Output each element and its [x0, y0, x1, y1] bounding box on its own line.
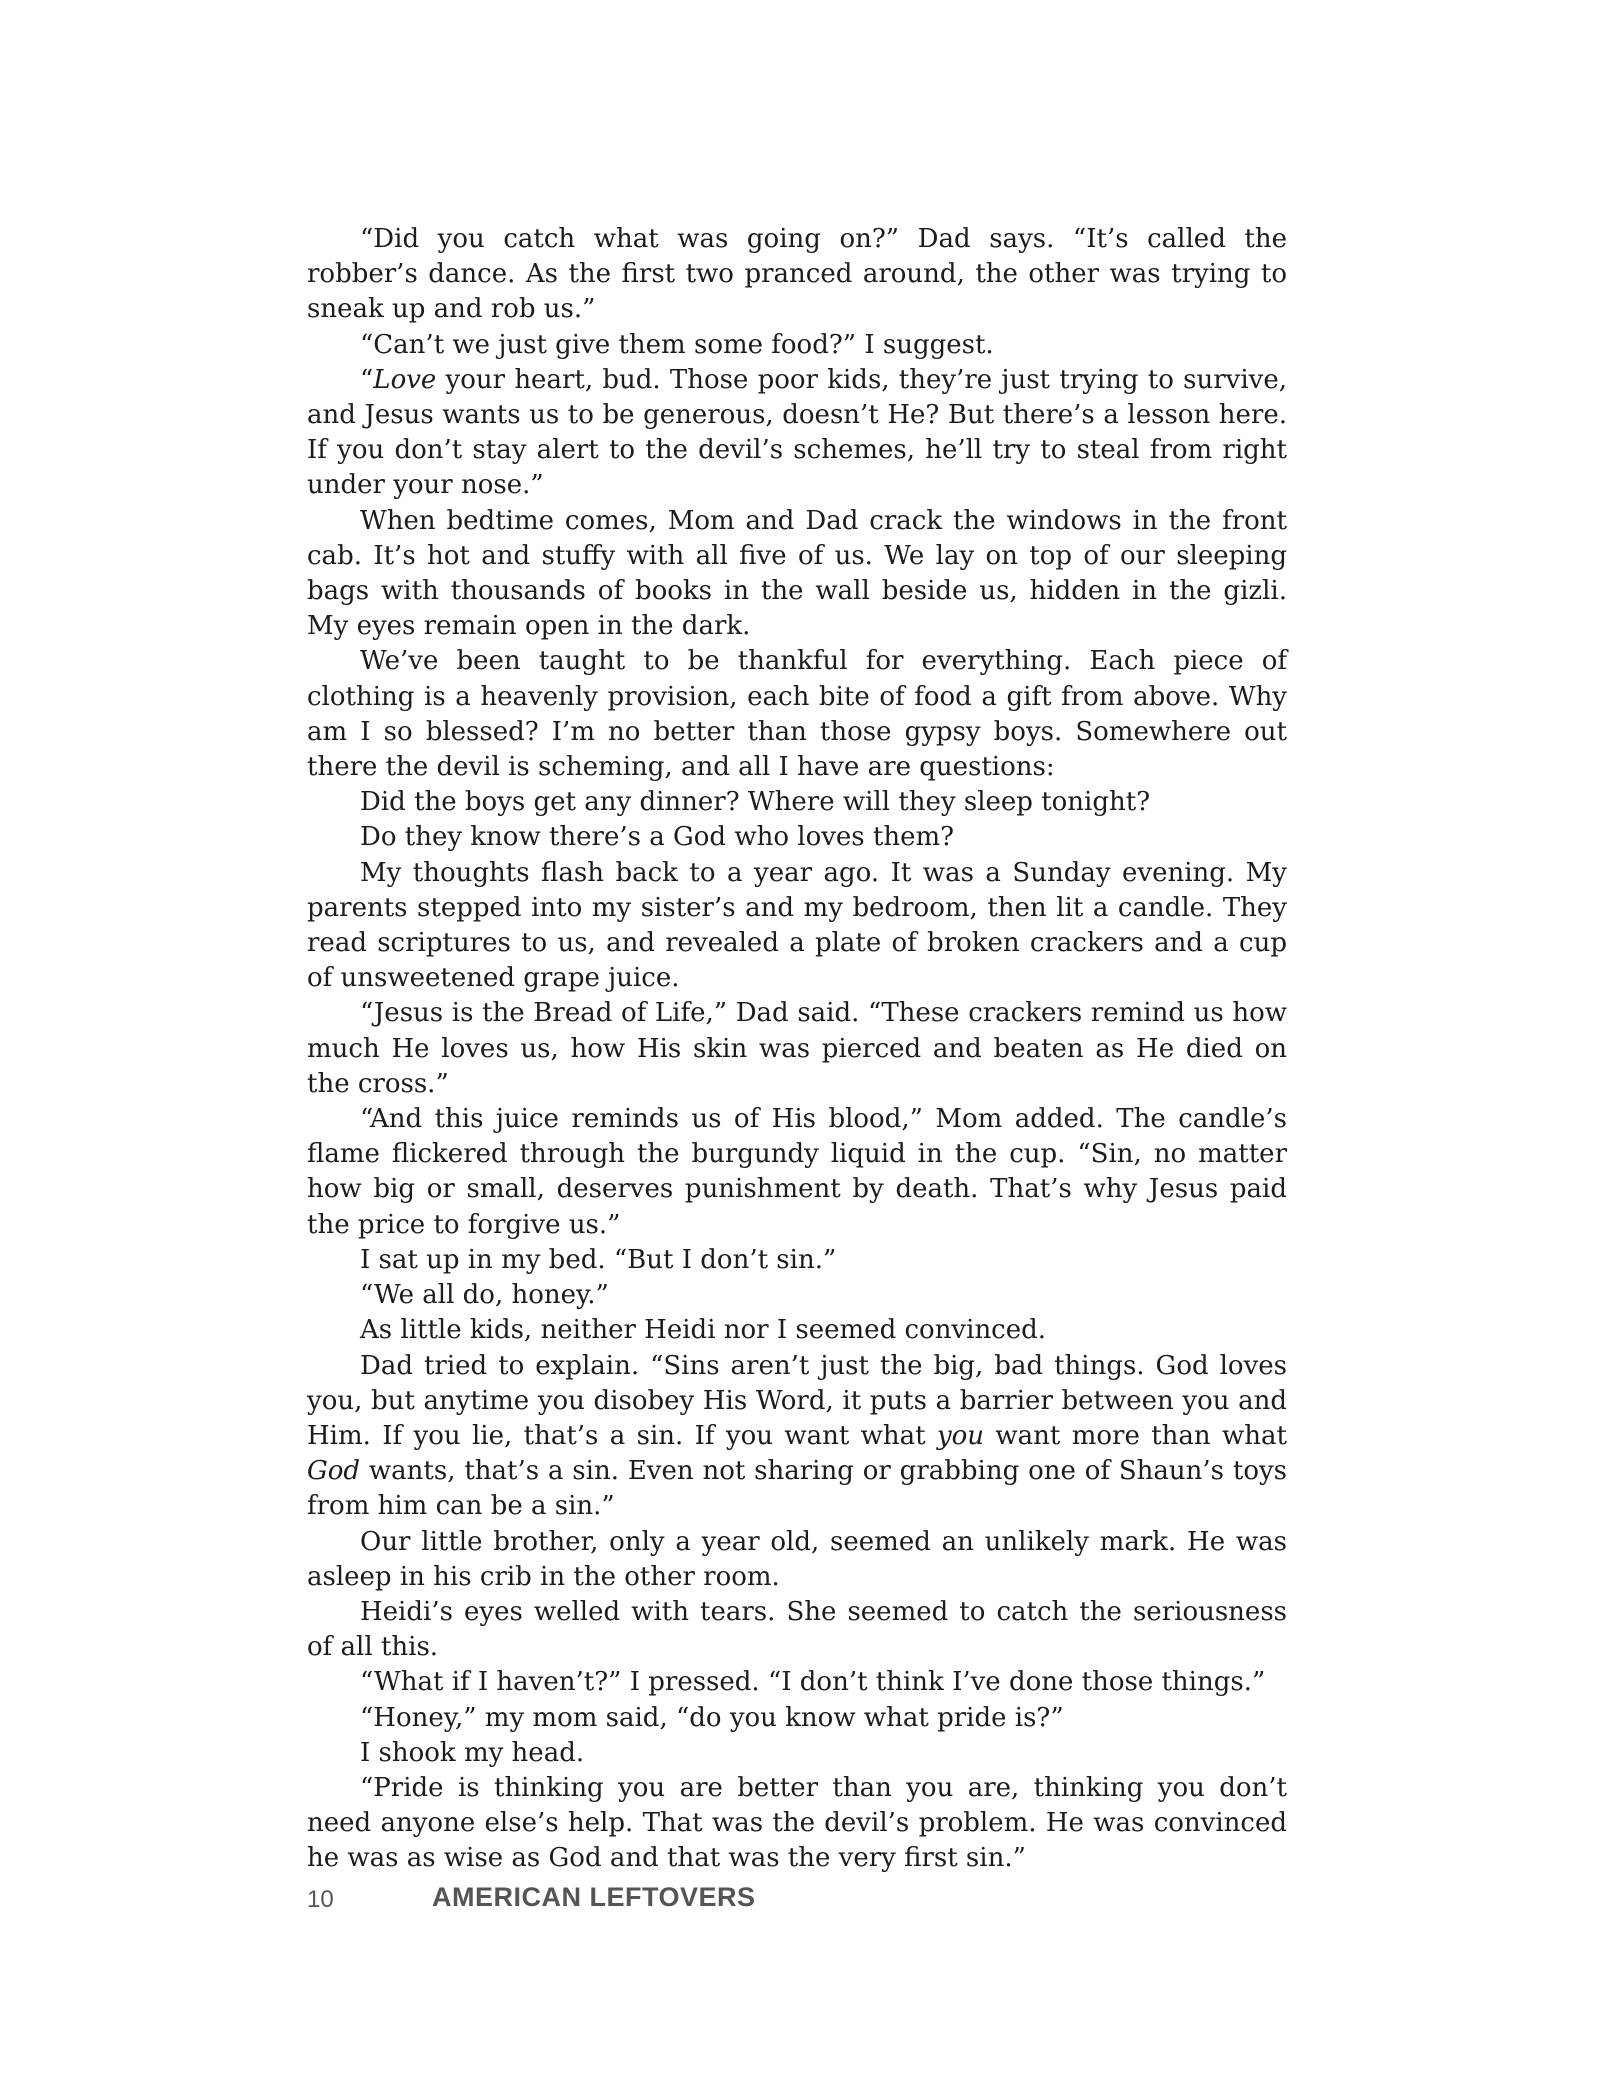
text-run: “	[360, 364, 374, 395]
italic-text: God	[307, 1456, 361, 1487]
text-run: Did the boys get any dinner? Where will they sleep tonight?	[360, 787, 1151, 818]
paragraph	[307, 1278, 1287, 1313]
paragraph	[307, 1665, 1287, 1700]
text-run: Heidi’s eyes welled with tears. She seemed to catch the seriousness of all this.	[307, 1596, 1287, 1663]
text-run: “Honey,” my mom said, “do you know what pride is?”	[360, 1702, 1064, 1733]
text-run: “And this juice reminds us of His blood,” Mom added. The candle’s flame flickered through the burgundy liquid in the cup. “Sin, no matter how big or small, deserves punishment by death. That’s why Jesus paid the price to forgive us.”	[307, 1104, 1287, 1240]
paragraph	[307, 1313, 1287, 1348]
paragraph	[307, 820, 1287, 855]
paragraph	[307, 1243, 1287, 1278]
body-text	[307, 222, 1287, 1877]
text-run: “Can’t we just give them some food?” I suggest.	[360, 329, 994, 360]
text-run: wants, that’s a sin. Even not sharing or grabbing one of Shaun’s toys from him can be a sin.”	[307, 1456, 1287, 1522]
paragraph	[307, 1771, 1287, 1877]
paragraph	[307, 363, 1287, 504]
page-number: 10	[307, 1886, 334, 1913]
paragraph	[307, 1701, 1287, 1736]
text-run: Dad tried to explain. “Sins aren’t just the big, bad things. God loves you, but anytime you disobey His Word, it puts a barrier between you and Him. If you lie, that’s a sin. If you want what	[307, 1350, 1287, 1451]
italic-text: you	[936, 1420, 985, 1451]
text-run: My thoughts flash back to a year ago. It was a Sunday evening. My parents stepped into my sister’s and my bedroom, then lit a candle. They read scriptures to us, and revealed a plate of broken crackers and a cup of unsweetened grape juice.	[307, 857, 1287, 994]
paragraph	[307, 856, 1287, 997]
text-run: “Did you catch what was going on?” Dad says. “It’s called the robber’s dance. As the first two pranced around, the other was trying to sneak up and rob us.”	[307, 224, 1287, 325]
text-run: When bedtime comes, Mom and Dad crack the windows in the front cab. It’s hot and stuffy with all five of us. We lay on top of our sleeping bags with thousands of books in the wall beside us, hidden in the gizli. My eyes remain open in the dark.	[307, 505, 1287, 642]
paragraph	[307, 996, 1287, 1102]
paragraph	[307, 1102, 1287, 1243]
paragraph	[307, 1525, 1287, 1595]
paragraph	[307, 328, 1287, 363]
paragraph	[307, 1349, 1287, 1525]
text-run: I sat up in my bed. “But I don’t sin.”	[360, 1244, 837, 1275]
text-run: We’ve been taught to be thankful for everything. Each piece of clothing is a heavenly provision, each bite of food a gift from above. Why am I so blessed? I’m no better than those gypsy boys. Somewhere out there the devil is scheming, and all I have are questions:	[307, 646, 1287, 783]
text-run: “We all do, honey.”	[360, 1280, 609, 1311]
paragraph	[307, 1595, 1287, 1665]
text-run: I shook my head.	[360, 1737, 585, 1768]
text-run: Our little brother, only a year old, seemed an unlikely mark. He was asleep in his crib in the other room.	[307, 1526, 1287, 1592]
paragraph	[307, 785, 1287, 820]
paragraph	[307, 1736, 1287, 1771]
italic-text: Love	[373, 364, 437, 395]
text-run: As little kids, neither Heidi nor I seemed convinced.	[360, 1315, 1047, 1346]
paragraph	[307, 644, 1287, 785]
text-run: your heart, bud. Those poor kids, they’re just trying to survive, and Jesus wants us to be generous, doesn’t He? But there’s a lesson here. If you don’t stay alert to the devil’s schemes, he’ll try to steal from right under your nose.”	[307, 364, 1287, 501]
text-run: Do they know there’s a God who loves them?	[360, 822, 955, 853]
text-run: “What if I haven’t?” I pressed. “I don’t think I’ve done those things.”	[360, 1667, 1266, 1698]
running-head: AMERICAN LEFTOVERS	[432, 1882, 756, 1912]
text-run: “Pride is thinking you are better than you are, thinking you don’t need anyone else’s help. That was the devil’s problem. He was convinced he was as wise as God and that was the very first sin.”	[307, 1772, 1287, 1874]
text-run: want more than what	[984, 1420, 1287, 1451]
paragraph	[307, 504, 1287, 645]
text-run: “Jesus is the Bread of Life,” Dad said. “These crackers remind us how much He loves us, how His skin was pierced and beaten as He died on the cross.”	[307, 998, 1287, 1099]
paragraph	[307, 222, 1287, 328]
